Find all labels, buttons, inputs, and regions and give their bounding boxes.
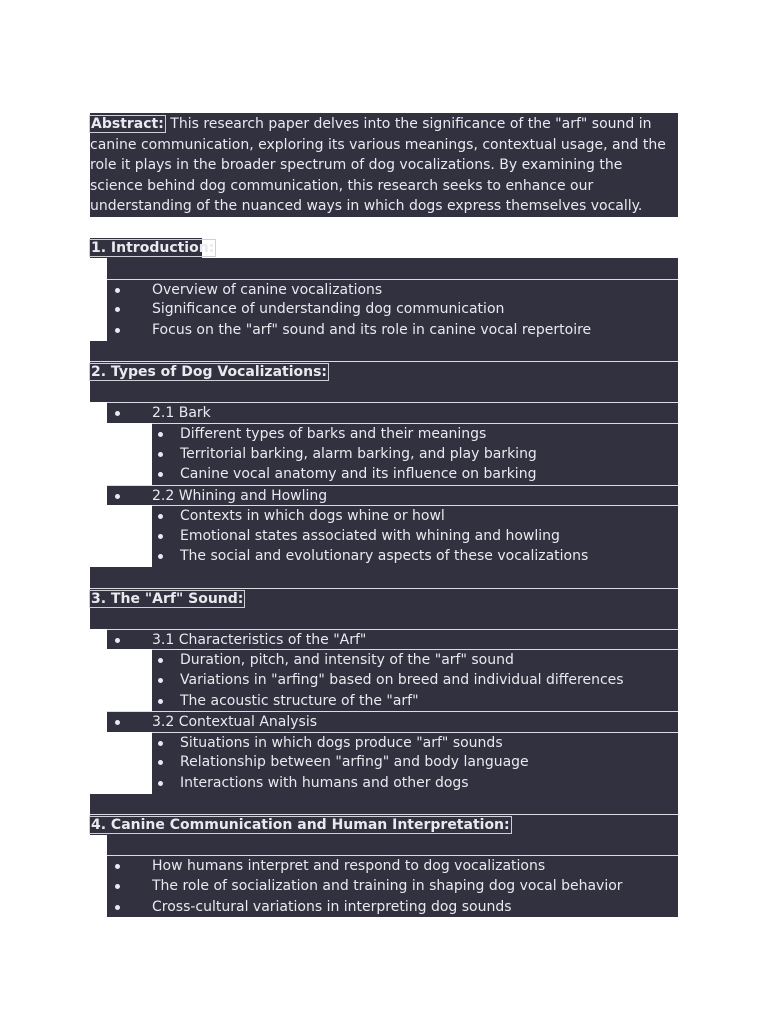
bullet-icon [115, 884, 120, 889]
spacer [90, 217, 678, 238]
abstract-paragraph [90, 113, 678, 217]
spacer [90, 382, 678, 403]
section-heading [90, 814, 678, 835]
bullet-icon [158, 781, 163, 786]
document-body [90, 113, 678, 917]
section-title: 3. The "Arf" Sound: [91, 590, 244, 607]
bullet-icon [158, 678, 163, 683]
bullet-icon [158, 554, 163, 559]
bullet-icon [115, 288, 120, 293]
subsection-item: 2.2 Whining and Howling [107, 485, 678, 506]
list-item: Interactions with humans and other dogs [152, 773, 678, 794]
bullet-icon [115, 720, 120, 725]
bullet-icon [158, 432, 163, 437]
list-item: Cross-cultural variations in interpreting dog sounds [107, 897, 678, 918]
list-item: Duration, pitch, and intensity of the "arf" sound [152, 649, 678, 670]
spacer [107, 835, 678, 856]
spacer [90, 341, 678, 362]
abstract-text: This research paper delves into the significance of the "arf" sound in canine communication, exploring its various meanings, contextual usage, and the role it plays in the broader spectrum of dog vocalizations. By examining the science behind dog communication, this research seeks to enhance our understanding of the nuanced ways in which dogs express themselves vocally. [90, 116, 666, 215]
bullet-icon [115, 328, 120, 333]
list-item: Canine vocal anatomy and its influence on barking [152, 464, 678, 485]
bullet-icon [115, 307, 120, 312]
spacer [90, 608, 678, 629]
section-title: 4. Canine Communication and Human Interpretation: [91, 817, 510, 834]
list-item: Relationship between "arfing" and body language [152, 752, 678, 773]
bullet-icon [158, 760, 163, 765]
spacer [107, 258, 678, 279]
list-item: Variations in "arfing" based on breed and individual differences [152, 670, 678, 691]
bullet-icon [158, 452, 163, 457]
list-item: The social and evolutionary aspects of these vocalizations [152, 546, 678, 567]
list-item: Emotional states associated with whining and howling [152, 526, 678, 547]
subsection-item: 3.1 Characteristics of the "Arf" [107, 629, 678, 650]
list-item: Different types of barks and their meanings [152, 423, 678, 444]
abstract-label: Abstract: [91, 116, 164, 132]
list-item: Situations in which dogs produce "arf" sounds [152, 732, 678, 753]
subsection-item: 2.1 Bark [107, 402, 678, 423]
section-heading [90, 361, 678, 382]
list-item: Contexts in which dogs whine or howl [152, 505, 678, 526]
list-item: Focus on the "arf" sound and its role in canine vocal repertoire [107, 320, 678, 341]
bullet-icon [158, 472, 163, 477]
list-item: Overview of canine vocalizations [107, 279, 678, 300]
bullet-icon [115, 494, 120, 499]
section-title: 1. Introduction: [91, 239, 215, 256]
spacer [90, 794, 678, 815]
bullet-icon [115, 864, 120, 869]
bullet-icon [158, 658, 163, 663]
section-heading [90, 588, 678, 609]
bullet-icon [115, 411, 120, 416]
subsection-item: 3.2 Contextual Analysis [107, 711, 678, 732]
section-title: 2. Types of Dog Vocalizations: [91, 364, 328, 381]
list-item: How humans interpret and respond to dog vocalizations [107, 855, 678, 876]
bullet-icon [115, 638, 120, 643]
list-item: Significance of understanding dog communication [107, 299, 678, 320]
list-item: The acoustic structure of the "arf" [152, 691, 678, 712]
list-item: Territorial barking, alarm barking, and play barking [152, 444, 678, 465]
bullet-icon [158, 514, 163, 519]
bullet-icon [158, 741, 163, 746]
bullet-icon [158, 699, 163, 704]
bullet-icon [158, 534, 163, 539]
list-item: The role of socialization and training in shaping dog vocal behavior [107, 876, 678, 897]
bullet-icon [115, 905, 120, 910]
section-heading [90, 238, 215, 259]
spacer [90, 567, 678, 588]
